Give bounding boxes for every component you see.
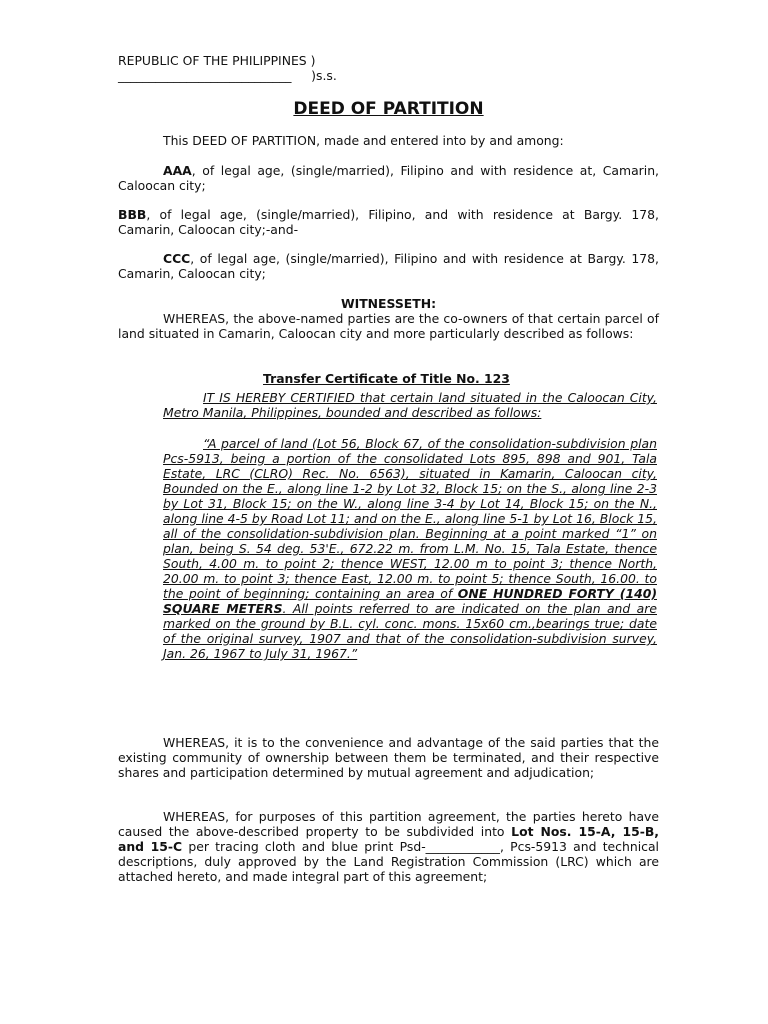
tct-heading: Transfer Certificate of Title No. 123	[263, 371, 510, 386]
whereas-3-text: WHEREAS, for purposes of this partition agreement, the parties hereto have caused the above-described property to be subdivided into	[118, 809, 659, 839]
party-ccc-name: CCC	[163, 251, 191, 266]
ss-label: )s.s.	[311, 68, 337, 83]
venue-line	[118, 68, 659, 83]
page-title: DEED OF PARTITION	[293, 99, 484, 119]
intro-paragraph: This DEED OF PARTITION, made and entered into by and among:	[163, 133, 564, 148]
tct-certified: IT IS HEREBY CERTIFIED that certain land situated in the Caloocan City, Metro Manila, Philippines, bounded and described as follows:	[163, 390, 657, 420]
party-bbb-text: , of legal age, (single/married), Filipino, and with residence at Bargy. 178, Camarin, Caloocan city;-and-	[118, 207, 659, 237]
tct-heading-row	[118, 371, 708, 386]
party-aaa-name: AAA	[163, 163, 192, 178]
tct-area: ONE HUNDRED FORTY (140) SQUARE METERS	[163, 586, 657, 616]
republic-line: REPUBLIC OF THE PHILIPPINES )	[118, 53, 316, 68]
whereas-paragraph-2: WHEREAS, it is to the convenience and advantage of the said parties that the existing community of ownership between them be terminated, and their respective shares and participation determined by mutual agreement and adjudication;	[118, 735, 659, 780]
whereas-3-lots: Lot Nos. 15-A, 15-B, and 15-C	[118, 824, 659, 854]
party-ccc	[118, 251, 659, 281]
whereas-paragraph-1: WHEREAS, the above-named parties are the co-owners of that certain parcel of land situated in Camarin, Caloocan city and more particularly described as follows:	[118, 311, 659, 341]
whereas-3-tail: per tracing cloth and blue print Psd-____________, Pcs-5913 and technical descriptions, duly approved by the Land Registration Commission (LRC) which are attached hereto, and made integral part of this agreement;	[118, 839, 659, 884]
tct-description	[163, 436, 657, 661]
party-aaa	[118, 163, 659, 193]
party-bbb-name: BBB	[118, 207, 147, 222]
tct-description-tail: . All points referred to are indicated on the plan and are marked on the ground by B.L. cyl. conc. mons. 15x60 cm.,bearings true; date of the original survey, 1907 and that of the consolidation-subdivision survey, Jan. 26, 1967 to July 31, 1967.”	[163, 601, 657, 661]
whereas-paragraph-3	[118, 809, 659, 884]
party-aaa-text: , of legal age, (single/married), Filipino and with residence at, Camarin, Caloocan city;	[118, 163, 659, 193]
tct-description-text: “A parcel of land (Lot 56, Block 67, of the consolidation-subdivision plan Pcs-5913, being a portion of the consolidated Lots 895, 898 and 901, Tala Estate, LRC (CLRO) Rec. No. 6563), situated in Kamarin, Caloocan city, Bounded on the E., along line 1-2 by Lot 32, Block 15; on the S., along line 2-3 by Lot 31, Block 15; on the W., along line 3-4 by Lot 14, Block 15; on the N., along line 4-5 by Road Lot 11; and on the E., along line 5-1 by Lot 16, Block 15, all of the consolidation-subdivision plan. Beginning at a point marked “1” on plan, being S. 54 deg. 53'E., 672.22 m. from L.M. No. 15, Tala Estate, thence South, 4.00 m. to point 2; thence WEST, 12.00 m to point 3; thence North, 20.00 m. to point 3; thence East, 12.00 m. to point 5; thence South, 16.00. to the point of beginning; containing an area of	[163, 436, 657, 601]
witnesseth-heading: WITNESSETH:	[340, 296, 437, 311]
party-bbb	[118, 207, 659, 237]
party-ccc-text: , of legal age, (single/married), Filipino and with residence at Bargy. 178, Camarin, Caloocan city;	[118, 251, 659, 281]
venue-blank: ____________________________	[118, 68, 292, 83]
